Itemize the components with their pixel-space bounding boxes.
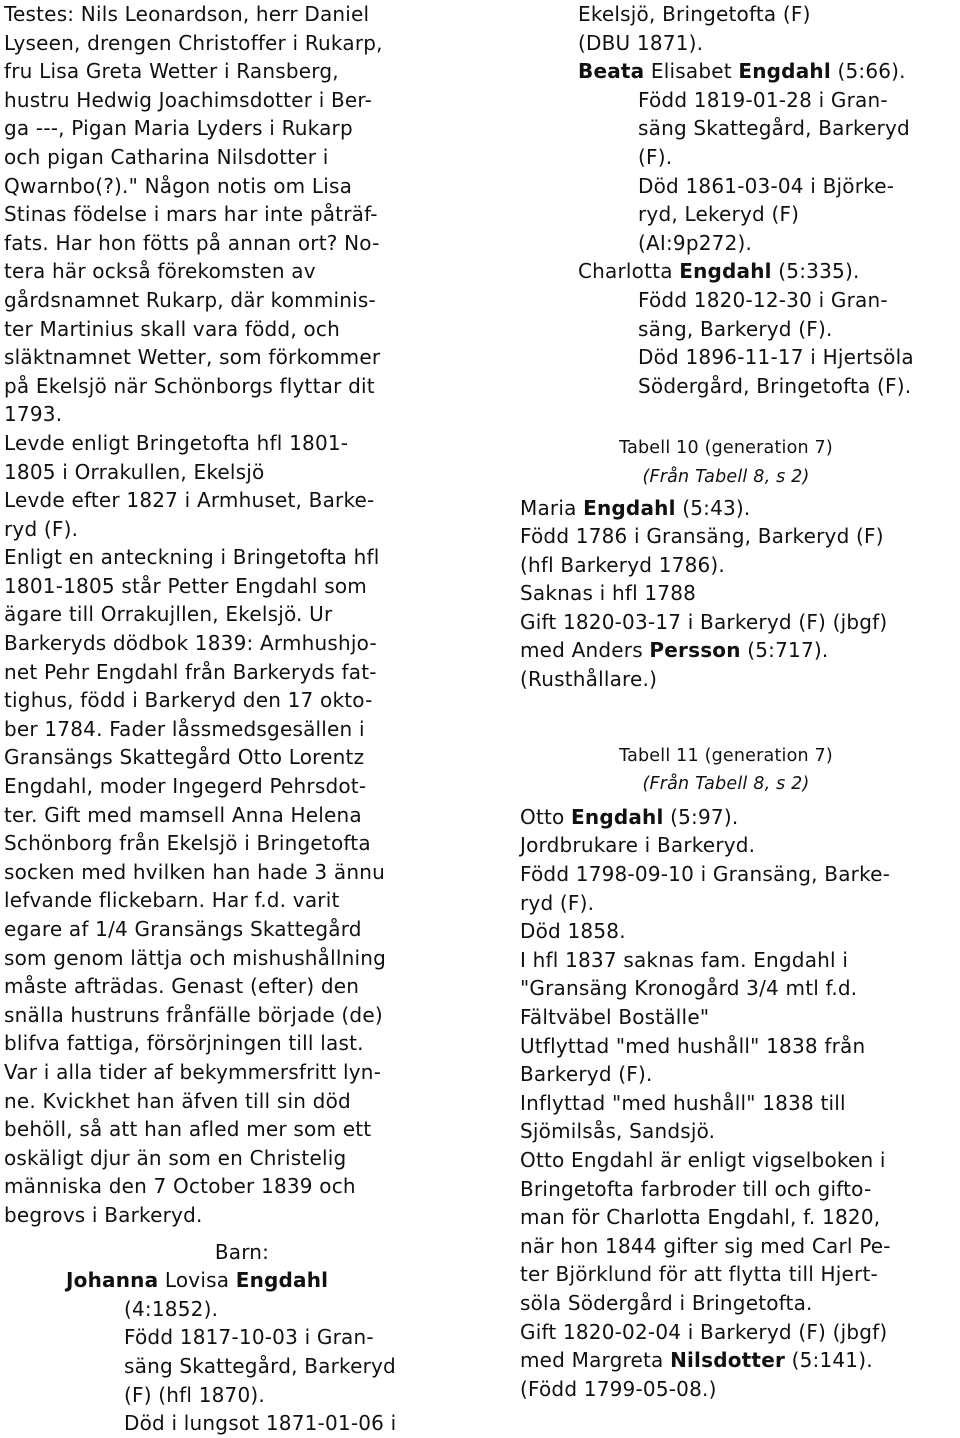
text-line: net Pehr Engdahl från Barkeryds fat-: [4, 659, 377, 684]
text-line: Levde enligt Bringetofta hfl 1801-: [4, 430, 349, 455]
text-line: begrovs i Barkeryd.: [4, 1202, 203, 1227]
text-line: ter Martinius skall vara född, och: [4, 316, 340, 341]
text-line: människa den 7 October 1839 och: [4, 1174, 356, 1199]
text-line: säng, Barkeryd (F).: [638, 316, 833, 341]
text-line: ter. Gift med mamsell Anna Helena: [4, 802, 362, 827]
text-line: socken med hvilken han hade 3 ännu: [4, 859, 385, 884]
text-line: när hon 1844 gifter sig med Carl Pe-: [520, 1233, 891, 1258]
text-line: (DBU 1871).: [578, 30, 704, 55]
text-line: Utflyttad "med hushåll" 1838 från: [520, 1033, 866, 1058]
text-line: lefvande flickebarn. Har f.d. varit: [4, 888, 340, 913]
text-line: ber 1784. Fader låssmedsgesällen i: [4, 716, 365, 741]
text-line: Död 1861-03-04 i Björke-: [638, 173, 895, 198]
text-line: ryd (F).: [520, 890, 595, 915]
table11-spouse-ref: (5:141).: [785, 1348, 873, 1373]
text-line: Född 1819-01-28 i Gran-: [638, 87, 888, 112]
text-line: tighus, född i Barkeryd den 17 okto-: [4, 688, 373, 713]
text-line: Gransängs Skattegård Otto Lorentz: [4, 745, 365, 770]
table10-first-name: Maria: [520, 495, 584, 520]
text-line: egare af 1/4 Gransängs Skattegård: [4, 917, 362, 941]
text-line: Inflyttad "med hushåll" 1838 till: [520, 1090, 846, 1115]
table11-details-end: [520, 1375, 956, 1404]
child-name: [4, 1266, 496, 1295]
text-line: Var i alla tider af bekymmersfritt lyn-: [4, 1059, 382, 1084]
text-line: (F) (hfl 1870).: [124, 1382, 265, 1407]
text-line: Född 1817-10-03 i Gran-: [124, 1325, 374, 1350]
charlotta-ref: (5:335).: [771, 259, 860, 284]
text-line: söla Södergård i Bringetofta.: [520, 1290, 813, 1315]
text-line: säng Skattegård, Barkeryd: [124, 1353, 396, 1378]
text-line: Bringetofta farbroder till och gifto-: [520, 1176, 872, 1201]
text-line: Fältväbel Boställe": [520, 1005, 710, 1029]
text-line: (hfl Barkeryd 1786).: [520, 552, 725, 577]
table11-ref: (5:97).: [663, 804, 739, 829]
text-line: ryd, Lekeryd (F): [638, 202, 800, 227]
charlotta-last-name: Engdahl: [679, 259, 772, 284]
text-line: ägare till Orrakujllen, Ekelsjö. Ur: [4, 602, 333, 627]
text-line: fru Lisa Greta Wetter i Ransberg,: [4, 59, 339, 84]
text-line: Otto Engdahl är enligt vigselboken i: [520, 1147, 886, 1172]
text-line: 1801-1805 står Petter Engdahl som: [4, 573, 367, 598]
table10-spouse-pre: med Anders: [520, 638, 650, 663]
text-line: Enligt en anteckning i Bringetofta hfl: [4, 545, 380, 570]
text-line: och pigan Catharina Nilsdotter i: [4, 144, 329, 169]
text-line: Södergård, Bringetofta (F).: [638, 373, 912, 398]
text-line: Född 1820-12-30 i Gran-: [638, 287, 888, 312]
text-line: Barkeryd (F).: [520, 1062, 653, 1087]
text-line: på Ekelsjö när Schönborgs flyttar dit: [4, 373, 375, 398]
text-line: snälla hustruns frånfälle började (de): [4, 1002, 383, 1027]
beata-first-name: Beata: [578, 59, 645, 84]
left-column: [4, 0, 496, 1438]
text-line: hustru Hedwig Joachimsdotter i Ber-: [4, 87, 372, 112]
table11-heading: Tabell 11 (generation 7): [619, 745, 833, 766]
barn-heading: Barn:: [214, 1239, 270, 1264]
text-line: ga ---, Pigan Maria Lyders i Rukarp: [4, 116, 353, 141]
text-line: Död i lungsot 1871-01-06 i: [124, 1411, 397, 1436]
text-line: (4:1852).: [124, 1296, 219, 1321]
child-first-name: Johanna: [66, 1268, 159, 1293]
text-line: ryd (F).: [4, 516, 79, 541]
table10-spouse-name: Persson: [649, 638, 741, 663]
text-line: ter Björklund för att flytta till Hjert-: [520, 1262, 878, 1287]
text-line: Levde efter 1827 i Armhuset, Barke-: [4, 488, 375, 513]
text-line: släktnamnet Wetter, som förkommer: [4, 345, 381, 370]
text-line: behöll, så att han afled mer som ett: [4, 1117, 372, 1142]
table10-details-end: [520, 665, 956, 694]
table10-subheading: (Från Tabell 8, s 2): [642, 466, 810, 487]
right-column: [520, 0, 956, 1403]
text-line: Död 1896-11-17 i Hjertsöla: [638, 345, 914, 370]
table11-first-name: Otto: [520, 804, 572, 829]
table10-spouse: [520, 636, 956, 665]
text-line: Gift 1820-03-17 i Barkeryd (F) (jbgf): [520, 609, 888, 634]
table11-spouse-pre: med Margreta: [520, 1348, 671, 1373]
left-text-block: [4, 0, 496, 1230]
table11-subheading: (Från Tabell 8, s 2): [642, 774, 810, 795]
text-line: Stinas födelse i mars har inte påträf-: [4, 202, 378, 227]
charlotta-name: [520, 257, 956, 286]
table10-details: [520, 522, 956, 636]
table11-details: [520, 831, 956, 1346]
text-line: man för Charlotta Engdahl, f. 1820,: [520, 1205, 881, 1230]
text-line: ne. Kvickhet han äfven till sin död: [4, 1088, 351, 1113]
text-line: Jordbrukare i Barkeryd.: [520, 833, 756, 858]
charlotta-details: [520, 286, 956, 400]
table10-name: [520, 494, 956, 523]
text-line: I hfl 1837 saknas fam. Engdahl i: [520, 947, 849, 972]
text-line: 1805 i Orrakullen, Ekelsjö: [4, 459, 265, 484]
text-line: (AI:9p272).: [638, 230, 753, 255]
beata-middle-name: Elisabet: [644, 59, 739, 84]
text-line: Qwarnbo(?)." Någon notis om Lisa: [4, 173, 353, 198]
table10-last-name: Engdahl: [583, 495, 676, 520]
text-line: Död 1858.: [520, 919, 626, 944]
table10-spouse-ref: (5:717).: [740, 638, 829, 663]
table11-name: [520, 803, 956, 832]
text-line: 1793.: [4, 402, 63, 427]
child-last-name: Engdahl: [235, 1268, 329, 1293]
child-middle-name: Lovisa: [158, 1268, 236, 1293]
text-line: fats. Har hon fötts på annan ort? No-: [4, 230, 380, 255]
text-line: Sjömilsås, Sandsjö.: [520, 1119, 716, 1144]
text-line: Född 1786 i Gransäng, Barkeryd (F): [520, 524, 884, 549]
table11-spouse: [520, 1346, 956, 1375]
text-line: Lyseen, drengen Christoffer i Rukarp,: [4, 30, 383, 55]
text-line: Saknas i hfl 1788: [520, 581, 697, 606]
text-line: (Rusthållare.): [520, 667, 658, 692]
table11-spouse-name: Nilsdotter: [670, 1348, 786, 1373]
text-line: oskäligt djur än som en Christelig: [4, 1145, 347, 1170]
table10-ref: (5:43).: [675, 495, 751, 520]
text-line: "Gransäng Kronogård 3/4 mtl f.d.: [520, 976, 858, 1001]
table11-last-name: Engdahl: [571, 804, 664, 829]
text-line: måste afträdas. Genast (efter) den: [4, 974, 360, 999]
beata-details: [520, 86, 956, 258]
text-line: som genom lättja och mishushållning: [4, 945, 387, 970]
text-line: gårdsnamnet Rukarp, där komminis-: [4, 287, 376, 312]
text-line: Schönborg från Ekelsjö i Bringetofta: [4, 831, 371, 856]
text-line: Engdahl, moder Ingegerd Pehrsdot-: [4, 774, 367, 799]
text-line: blifva fattiga, försörjningen till last.: [4, 1031, 364, 1056]
text-line: säng Skattegård, Barkeryd: [638, 116, 910, 141]
child-details: [4, 1295, 496, 1438]
text-line: Barkeryds dödbok 1839: Armhushjo-: [4, 631, 377, 656]
charlotta-first-name: Charlotta: [578, 259, 680, 284]
text-line: Ekelsjö, Bringetofta (F): [578, 2, 811, 26]
beata-ref: (5:66).: [830, 59, 906, 84]
beata-name: [520, 57, 956, 86]
text-line: Född 1798-09-10 i Gransäng, Barke-: [520, 862, 891, 887]
text-line: Gift 1820-02-04 i Barkeryd (F) (jbgf): [520, 1319, 888, 1344]
text-line: (Född 1799-05-08.): [520, 1376, 717, 1401]
beata-last-name: Engdahl: [738, 59, 831, 84]
table10-heading: Tabell 10 (generation 7): [619, 438, 833, 459]
text-line: (F).: [638, 144, 673, 169]
continued-text: [520, 0, 956, 57]
text-line: Testes: Nils Leonardson, herr Daniel: [4, 2, 370, 26]
text-line: tera här också förekomsten av: [4, 259, 316, 284]
